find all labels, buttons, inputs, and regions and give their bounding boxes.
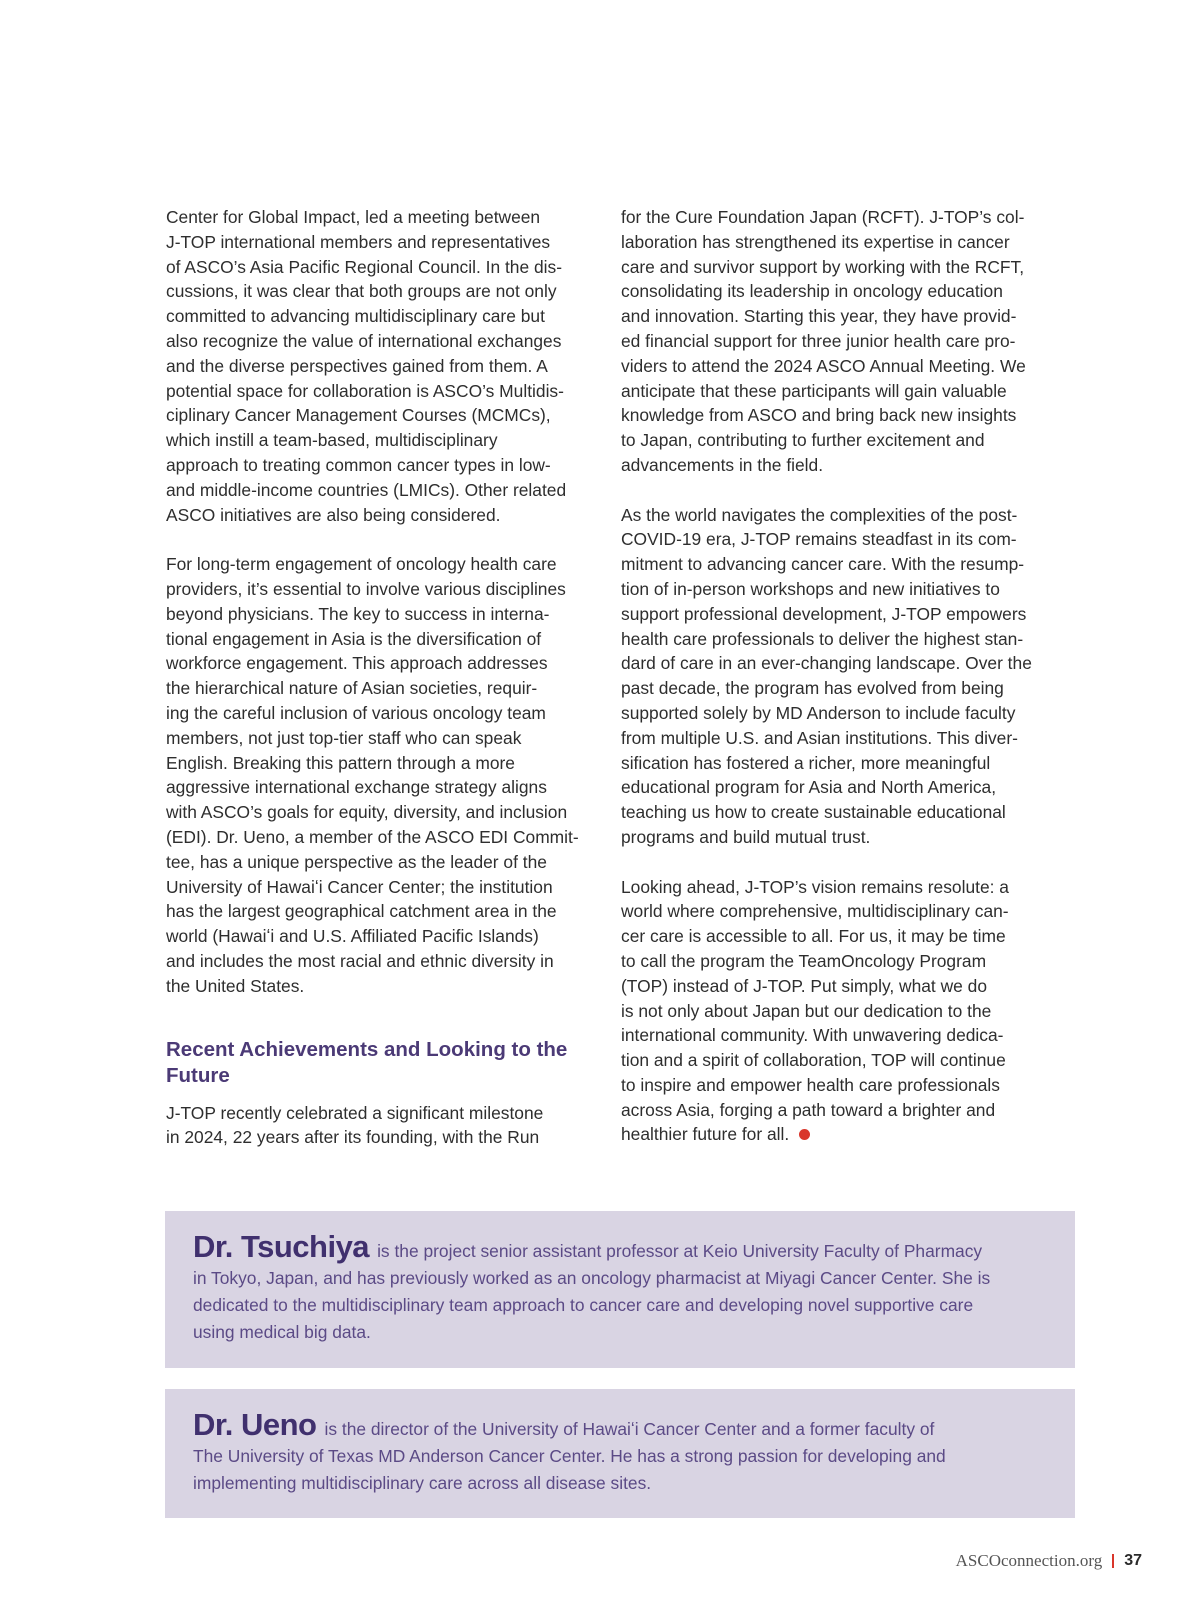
right-paragraph-1 [621, 205, 1051, 478]
text-line: care and survivor support by working with the RCFT, [621, 256, 1025, 277]
left-column [166, 205, 594, 1150]
text-line: health care professionals to deliver the highest stan- [621, 628, 1024, 649]
text-line: which instill a team-based, multidisciplinary [166, 430, 498, 451]
text-line: tional engagement in Asia is the diversification of [166, 628, 542, 649]
text-line: For long-term engagement of oncology health care [166, 554, 557, 575]
text-line: the United States. [166, 975, 305, 996]
text-line: English. Breaking this pattern through a more [166, 752, 515, 773]
text-line: the hierarchical nature of Asian societies, requir- [166, 678, 538, 699]
bio-text: is the director of the University of Hawaiʻi Cancer Center and a former faculty of [324, 1419, 935, 1439]
text-line: programs and build mutual trust. [621, 826, 871, 847]
text-line: ciplinary Cancer Management Courses (MCMCs), [166, 405, 551, 426]
text-line: ing the careful inclusion of various oncology team [166, 702, 546, 723]
text-line: As the world navigates the complexities of the post- [621, 504, 1018, 525]
footer-separator [1112, 1554, 1114, 1568]
footer-site-link[interactable]: ASCOconnection.org [955, 1551, 1103, 1570]
text-line [621, 1122, 1051, 1147]
text-line: in 2024, 22 years after its founding, with the Run [166, 1127, 540, 1148]
text-line: world (Hawaiʻi and U.S. Affiliated Pacific Islands) [166, 926, 539, 947]
text-line: across Asia, forging a path toward a brighter and [621, 1099, 996, 1120]
text-line: world where comprehensive, multidisciplinary can- [621, 901, 1009, 922]
text-line: (TOP) instead of J-TOP. Put simply, what we do [621, 975, 987, 996]
bio-name: Dr. Ueno [193, 1407, 317, 1442]
text-line: from multiple U.S. and Asian institutions. This diver- [621, 727, 1018, 748]
text-line: approach to treating common cancer types in low- [166, 454, 551, 475]
text-line: Looking ahead, J-TOP’s vision remains resolute: a [621, 876, 1009, 897]
text-line: and the diverse perspectives gained from them. A [166, 355, 548, 376]
text-line: is not only about Japan but our dedication to the [621, 1000, 992, 1021]
bio-line: dedicated to the multidisciplinary team approach to cancer care and developing novel supportive care [193, 1295, 974, 1315]
text-line: Center for Global Impact, led a meeting between [166, 207, 541, 227]
text-line: for the Cure Foundation Japan (RCFT). J-TOP’s col- [621, 207, 1025, 227]
text-line: aggressive international exchange strategy aligns [166, 777, 547, 798]
right-column [621, 205, 1051, 1147]
text-line: teaching us how to create sustainable educational [621, 802, 1006, 823]
heading-line: Future [166, 1063, 230, 1087]
bio-box-tsuchiya [165, 1211, 1075, 1368]
text-line: committed to advancing multidisciplinary care but [166, 306, 545, 327]
text-line: viders to attend the 2024 ASCO Annual Meeting. We [621, 355, 1026, 376]
text-line: beyond physicians. The key to success in interna- [166, 603, 550, 624]
text-line: also recognize the value of international exchanges [166, 330, 562, 351]
text-line: dard of care in an ever-changing landscape. Over the [621, 653, 1032, 674]
left-paragraph-2 [166, 552, 594, 998]
text-line: members, not just top-tier staff who can speak [166, 727, 522, 748]
text-line: COVID-19 era, J-TOP remains steadfast in its com- [621, 529, 1017, 550]
text-line: laboration has strengthened its expertise in cancer [621, 231, 1010, 252]
text-line: knowledge from ASCO and bring back new insights [621, 405, 1017, 426]
text-line: educational program for Asia and North America, [621, 777, 997, 798]
bio-line: implementing multidisciplinary care across all disease sites. [193, 1473, 652, 1493]
text-line: to call the program the TeamOncology Program [621, 950, 987, 971]
left-paragraph-1 [166, 205, 594, 527]
text-line: cer care is accessible to all. For us, it may be time [621, 926, 1006, 947]
text-line: potential space for collaboration is ASCO’s Multidis- [166, 380, 564, 401]
bio-line [193, 1229, 1049, 1265]
text-line: consolidating its leadership in oncology education [621, 281, 1003, 302]
heading-line: Recent Achievements and Looking to the [166, 1037, 568, 1061]
text-line: tion of in-person workshops and new initiatives to [621, 578, 1000, 599]
page-number: 37 [1124, 1552, 1142, 1569]
text-line: international community. With unwavering dedica- [621, 1025, 1004, 1046]
text-line: past decade, the program has evolved from being [621, 678, 1004, 699]
text-line: tee, has a unique perspective as the leader of the [166, 851, 547, 872]
text-line: ASCO initiatives are also being considered. [166, 504, 501, 525]
section-heading [166, 1037, 594, 1089]
text-line: and includes the most racial and ethnic diversity in [166, 950, 554, 971]
bio-line: in Tokyo, Japan, and has previously worked as an oncology pharmacist at Miyagi Cancer Center. She is [193, 1268, 991, 1288]
bio-line: using medical big data. [193, 1322, 371, 1342]
page-footer [956, 1551, 1142, 1571]
end-of-article-dot-icon [799, 1129, 810, 1140]
text-line: and middle-income countries (LMICs). Other related [166, 479, 567, 500]
text-line: with ASCO’s goals for equity, diversity, and inclusion [166, 802, 568, 823]
text-line: ed financial support for three junior health care pro- [621, 330, 1016, 351]
right-paragraph-2 [621, 503, 1051, 850]
bio-name: Dr. Tsuchiya [193, 1229, 370, 1264]
bio-text: is the project senior assistant professor at Keio University Faculty of Pharmacy [377, 1241, 983, 1261]
left-paragraph-3 [166, 1101, 594, 1151]
text-line: sification has fostered a richer, more meaningful [621, 752, 991, 773]
text-line: workforce engagement. This approach addresses [166, 653, 548, 674]
text-line: mitment to advancing cancer care. With the resump- [621, 554, 1025, 575]
text-line: has the largest geographical catchment area in the [166, 901, 557, 922]
bio-line: The University of Texas MD Anderson Cancer Center. He has a strong passion for developing and [193, 1446, 946, 1466]
text-line: providers, it’s essential to involve various disciplines [166, 578, 566, 599]
text-line: J-TOP international members and representatives [166, 231, 551, 252]
text-line: J-TOP recently celebrated a significant milestone [166, 1102, 544, 1123]
text-line: to inspire and empower health care professionals [621, 1074, 1000, 1095]
text-line: tion and a spirit of collaboration, TOP will continue [621, 1050, 1006, 1071]
bio-box-ueno [165, 1389, 1075, 1518]
text-line: to Japan, contributing to further excitement and [621, 430, 985, 451]
text-line: and innovation. Starting this year, they have provid- [621, 306, 1017, 327]
text-line: cussions, it was clear that both groups are not only [166, 281, 557, 302]
right-paragraph-3 [621, 875, 1051, 1148]
text-line: University of Hawaiʻi Cancer Center; the institution [166, 876, 553, 897]
text-line: advancements in the field. [621, 454, 824, 475]
text-line: (EDI). Dr. Ueno, a member of the ASCO EDI Commit- [166, 826, 579, 847]
text-line: anticipate that these participants will gain valuable [621, 380, 1007, 401]
text-line: supported solely by MD Anderson to include faculty [621, 702, 1016, 723]
text-line: of ASCO’s Asia Pacific Regional Council. In the dis- [166, 256, 562, 277]
text-line: support professional development, J-TOP empowers [621, 603, 1027, 624]
last-line-text: healthier future for all. [621, 1124, 790, 1145]
bio-line [193, 1407, 1049, 1443]
